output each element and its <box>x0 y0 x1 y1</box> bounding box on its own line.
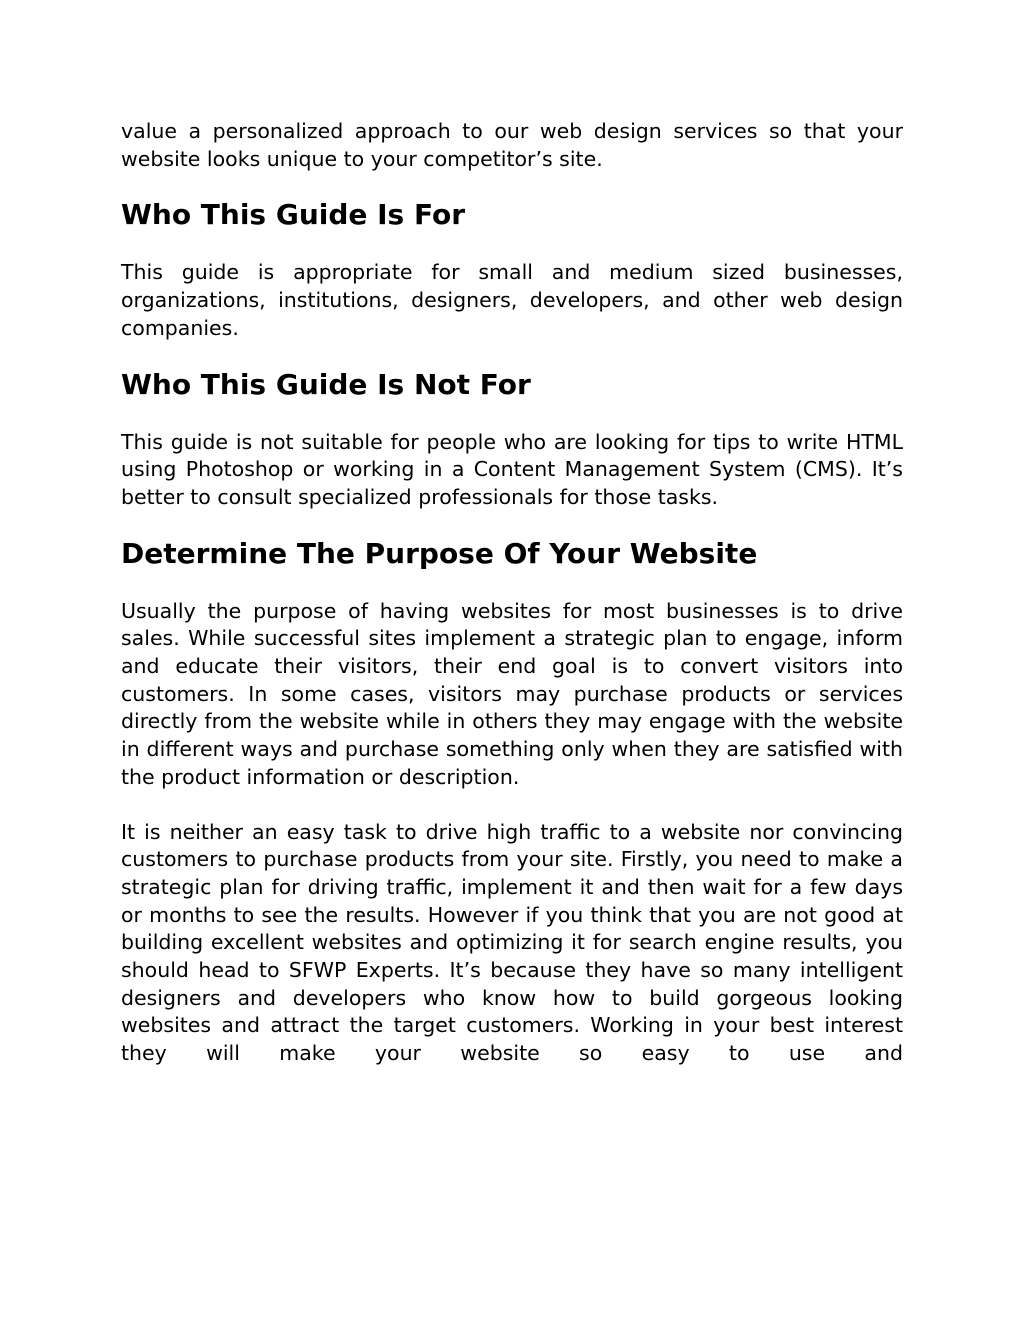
purpose-paragraph-2: It is neither an easy task to drive high traffic to a website nor convincing customers to purchase products from your site. Firstly, you need to make a strategic plan for driving traffic, implement it and then wait for a few days or months to see the results. However if you think that you are not good at building excellent websites and optimizing it for search engine results, you should head to SFWP Experts. It’s because they have so many intelligent designers and developers who know how to build gorgeous looking websites and attract the target customers. Working in your best interest they will make your website so easy to use and <box>121 819 903 1066</box>
spacer <box>121 173 903 198</box>
spacer <box>121 512 903 537</box>
spacer <box>121 792 903 819</box>
spacer <box>121 343 903 368</box>
section-heading-who-not-for: Who This Guide Is Not For <box>121 367 531 401</box>
purpose-paragraph-1: Usually the purpose of having websites for most businesses is to drive sales. While successful sites implement a strategic plan to engage, inform and educate their visitors, their end goal is to convert visitors into customers. In some cases, visitors may purchase products or services directly from the website while in others they may engage with the website in different ways and purchase something only when they are satisfied with the product information or description. <box>121 598 903 789</box>
who-not-for-paragraph: This guide is not suitable for people who are looking for tips to write HTML using Photoshop or working in a Content Management System (CMS). It’s better to consult specialized professionals for those tasks. <box>121 429 903 509</box>
intro-paragraph: value a personalized approach to our web design services so that your website looks unique to your competitor’s site. <box>121 119 903 171</box>
section-heading-who-for: Who This Guide Is For <box>121 198 466 232</box>
document-page <box>121 118 903 1068</box>
spacer <box>121 402 903 429</box>
spacer <box>121 571 903 598</box>
section-heading-purpose: Determine The Purpose Of Your Website <box>121 536 758 570</box>
who-for-paragraph: This guide is appropriate for small and medium sized businesses, organizations, institutions, designers, developers, and other web design companies. <box>121 260 903 340</box>
spacer <box>121 232 903 259</box>
